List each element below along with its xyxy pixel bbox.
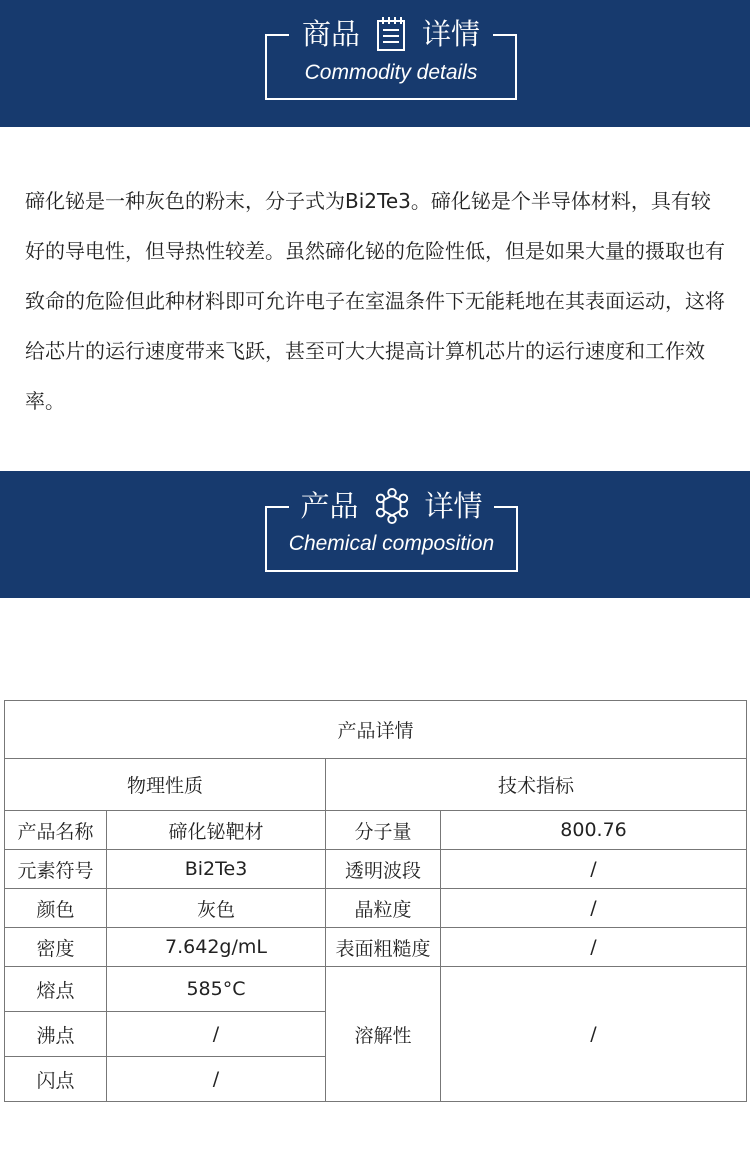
property-label: 密度	[5, 928, 107, 967]
property-label: 熔点	[5, 967, 107, 1012]
spec-label: 分子量	[326, 811, 441, 850]
section-subtitle: Chemical composition	[288, 532, 495, 555]
property-value: 碲化铋靶材	[107, 811, 326, 850]
property-value: /	[107, 1012, 326, 1057]
spec-label: 晶粒度	[326, 889, 441, 928]
property-value: 585°C	[107, 967, 326, 1012]
table-row	[5, 811, 747, 850]
property-value: 7.642g/mL	[107, 928, 326, 967]
table-row	[5, 928, 747, 967]
heading-left: 商品	[301, 17, 360, 51]
property-value: Bi2Te3	[107, 850, 326, 889]
table-row	[5, 967, 747, 1012]
table-row	[5, 889, 747, 928]
spec-value: 800.76	[441, 811, 747, 850]
spec-value: /	[441, 850, 747, 889]
spec-label-merged: 溶解性	[326, 967, 441, 1102]
title-frame	[265, 17, 517, 100]
header-banner-commodity	[0, 0, 750, 127]
spec-value: /	[441, 928, 747, 967]
title-frame	[265, 489, 518, 572]
property-label: 产品名称	[5, 811, 107, 850]
property-label: 沸点	[5, 1012, 107, 1057]
section-heading	[267, 486, 516, 526]
property-label: 闪点	[5, 1057, 107, 1102]
spec-value-merged: /	[441, 967, 747, 1102]
physical-properties-header: 物理性质	[5, 759, 326, 811]
header-banner-chemical	[0, 471, 750, 598]
product-description: 碲化铋是一种灰色的粉末，分子式为Bi2Te3。碲化铋是个半导体材料，具有较好的导电性，但导热性较差。虽然碲化铋的危险性低，但是如果大量的摄取也有致命的危险但此种材料即可允许电子在室温条件下无能耗地在其表面运动，这将给芯片的运行速度带来飞跃，甚至可大大提高计算机芯片的运行速度和工作效率。	[25, 189, 725, 413]
heading-right: 详情	[422, 17, 481, 51]
molecule-icon	[373, 487, 411, 525]
spec-value: /	[441, 889, 747, 928]
product-spec-table	[4, 700, 747, 1102]
spec-label: 表面粗糙度	[326, 928, 441, 967]
property-value: 灰色	[107, 889, 326, 928]
table-subheader-row	[5, 759, 747, 811]
section-subtitle: Commodity details	[304, 61, 478, 84]
table-row	[5, 850, 747, 889]
heading-left: 产品	[300, 489, 359, 523]
section-heading	[267, 14, 515, 54]
property-label: 元素符号	[5, 850, 107, 889]
property-label: 颜色	[5, 889, 107, 928]
spec-label: 透明波段	[326, 850, 441, 889]
technical-specs-header: 技术指标	[326, 759, 747, 811]
table-title-row	[5, 701, 747, 759]
property-value: /	[107, 1057, 326, 1102]
heading-right: 详情	[424, 489, 483, 523]
notepad-icon	[374, 16, 408, 52]
table-title: 产品详情	[5, 701, 747, 759]
